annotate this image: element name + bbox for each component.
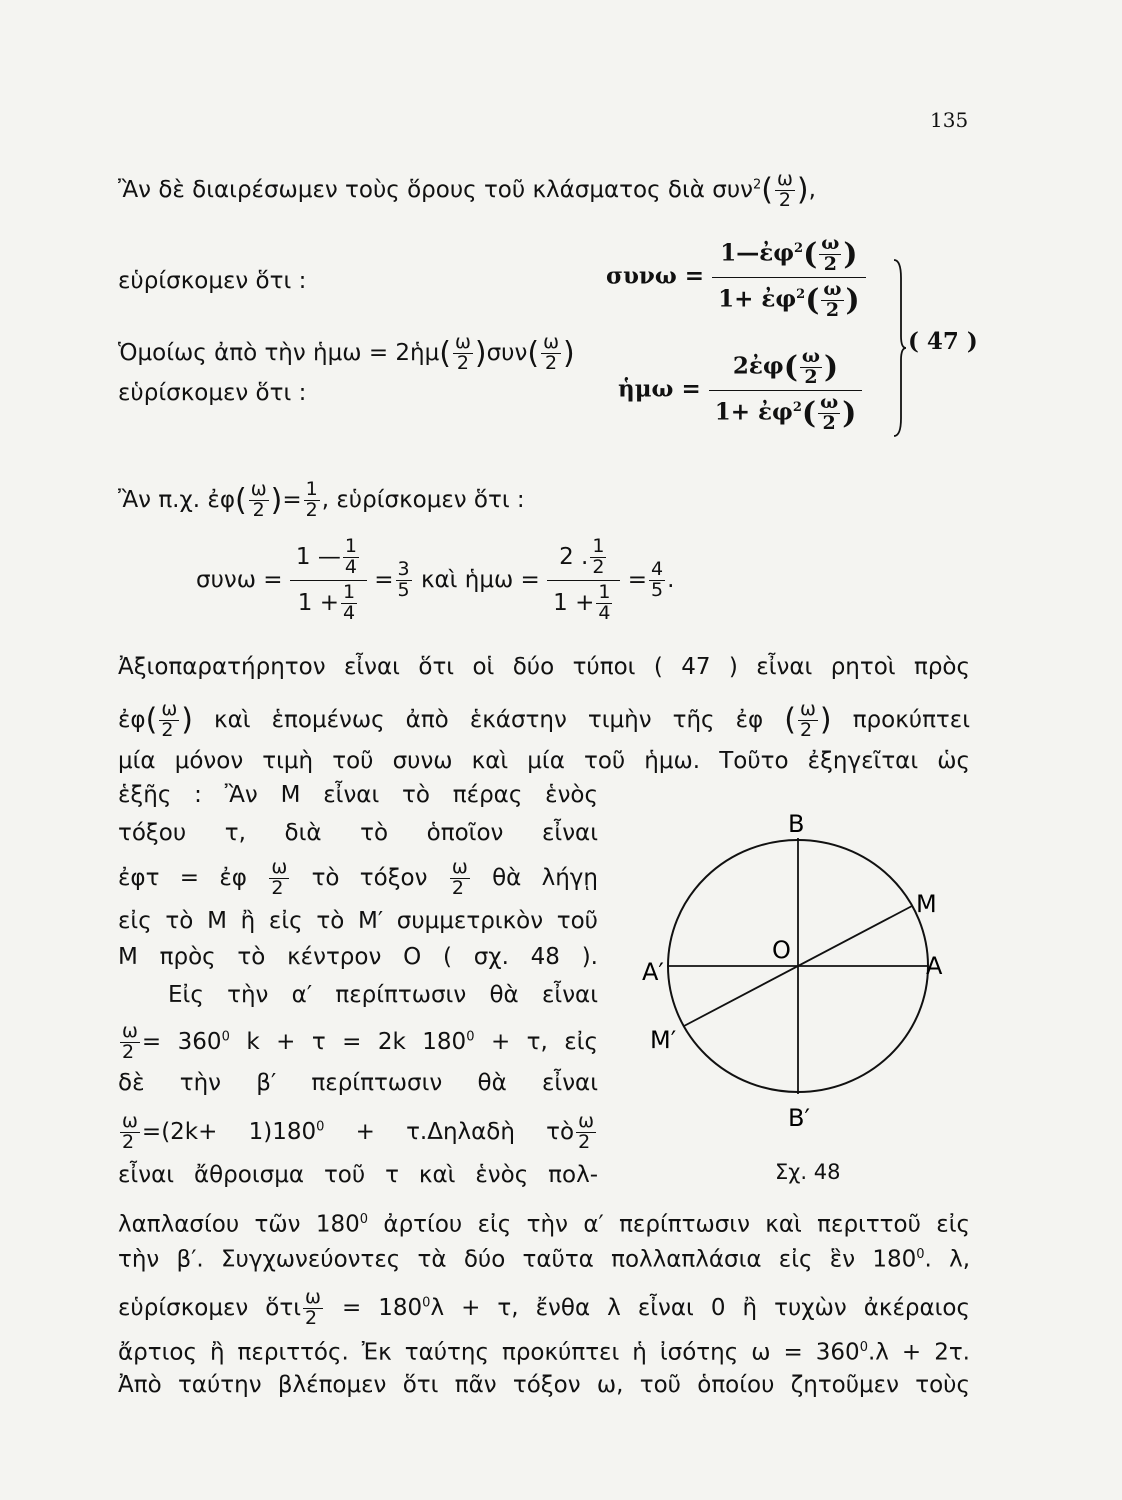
para-line-14: λαπλασίου τῶν $180^0$ ἀρτίου εἰς τὴν α′ περίπτωσιν καὶ περιττοῦ εἰς [118,1211,971,1238]
para-line-8: Μ πρὸς τὸ κέντρον Ο ( σχ. 48 ). [118,944,598,970]
para-line-18: Ἀπὸ ταύτην βλέπομεν ὅτι πᾶν τόξον ω, τοῦ ὁποίου ζητοῦμεν τοὺς [118,1372,970,1398]
circle-diagram [640,808,960,1153]
intro-line: Ἂν δὲ διαιρέσωμεν τοὺς ὅρους τοῦ κλάσματος διὰ συν$^2$( $\frac{\omega}{2}$ ), [118,168,816,211]
para-line-11: δὲ τὴν β′ περίπτωσιν θὰ εἶναι [118,1070,598,1096]
right-brace [893,258,907,438]
figure-caption: Σχ. 48 [775,1160,841,1184]
para-line-6: ἐφτ = ἐφ $\frac{\omega}{2}$ τὸ τόξον $\frac{\omega}{2}$ θὰ λήγῃ [118,856,598,899]
omoios-line: Ὁμοίως ἀπὸ τὴν ἡμω = 2ἡμ( $\frac{\omega}{2}$ )συν( $\frac{\omega}{2}$ ) [118,331,575,374]
label-m-prime: Μ′ [650,1026,677,1054]
example-line: Ἂν π.χ. ἐφ( $\frac{\omega}{2}$ )= $\frac{1}{2}$ , εὑρίσκομεν ὅτι : [118,478,525,521]
para-line-4: ἑξῆς : Ἂν Μ εἶναι τὸ πέρας ἑνὸς [118,782,598,808]
label-b: Β [788,810,805,838]
para-line-15: τὴν β′. Συγχωνεύοντες τὰ δύο ταῦτα πολλαπλάσια εἰς ἓν $180^0$. λ, [118,1246,971,1273]
para-line-12: $\frac{\omega}{2}$ $=(2k+ 1)180^0$ + τ.Δηλαδὴ τὸ $\frac{\omega}{2}$ [122,1110,594,1153]
para-line-16: εὑρίσκομεν ὅτι $\frac{\omega}{2}$ = $180^0\lambda + \tau$, ἔνθα λ εἶναι 0 ἢ τυχὼν ἀκέραιος [118,1286,970,1329]
found-line-1: εὑρίσκομεν ὅτι : [118,268,307,294]
formula-synw: συνω = 1—ἐφ$^2$( $\frac{\omega}{2}$ ) 1+ ἐφ$^2$( $\frac{\omega}{2}$ ) [606,232,866,323]
label-o: Ο [772,936,791,964]
para-line-9: Εἰς τὴν α′ περίπτωσιν θὰ εἶναι [168,982,598,1008]
label-m: Μ [916,890,937,918]
para-line-10: $\frac{\omega}{2}$ = $360^0$ k + τ = 2k $180^0 + \tau$, εἰς [122,1020,599,1063]
label-b-prime: Β′ [788,1104,810,1132]
para-line-17: ἄρτιος ἢ περιττός. Ἐκ ταύτης προκύπτει ἡ ἰσότης $\omega = 360^0.\lambda + 2\tau$. [118,1339,970,1366]
label-a: Α [926,952,943,980]
para-line-2: ἐφ( $\frac{\omega}{2}$ ) καὶ ἑπομένως ἀπὸ ἑκάστην τιμὴν τῆς ἐφ ( $\frac{\omega}{2}$ ) προκύπτει [118,698,970,741]
fraction-omega-half: $\frac{\omega}{2}$ [776,168,793,211]
page-number: 135 [930,108,969,132]
para-line-13: εἶναι ἄθροισμα τοῦ τ καὶ ἑνὸς πολ- [118,1162,598,1188]
example-formulas: συνω = 1 — $\frac{1}{4}$ 1 + $\frac{1}{4}$ = $\frac{3}{5}$ καὶ ἡμω = 2 . $\frac{1}{2}$ 1 + $\frac{1}{4}$ = $\frac{4}{5}$ . [196,535,675,624]
label-a-prime: Α′ [642,958,664,986]
para-line-5: τόξου τ, διὰ τὸ ὁποῖον εἶναι [118,820,598,846]
found-line-2: εὑρίσκομεν ὅτι : [118,380,307,406]
equation-tag: ( 47 ) [908,328,978,355]
para-line-7: εἰς τὸ Μ ἢ εἰς τὸ Μ′ συμμετρικὸν τοῦ [118,908,598,934]
formula-imw: ἡμω = 2ἐφ( $\frac{\omega}{2}$ ) 1+ ἐφ$^2$( $\frac{\omega}{2}$ ) [618,345,862,436]
para-line-1: Ἀξιοπαρατήρητον εἶναι ὅτι οἱ δύο τύποι ( 47 ) εἶναι ρητοὶ πρὸς [118,654,970,680]
para-line-3: μία μόνον τιμὴ τοῦ συνω καὶ μία τοῦ ἡμω. Τοῦτο ἐξηγεῖται ὡς [118,748,970,774]
